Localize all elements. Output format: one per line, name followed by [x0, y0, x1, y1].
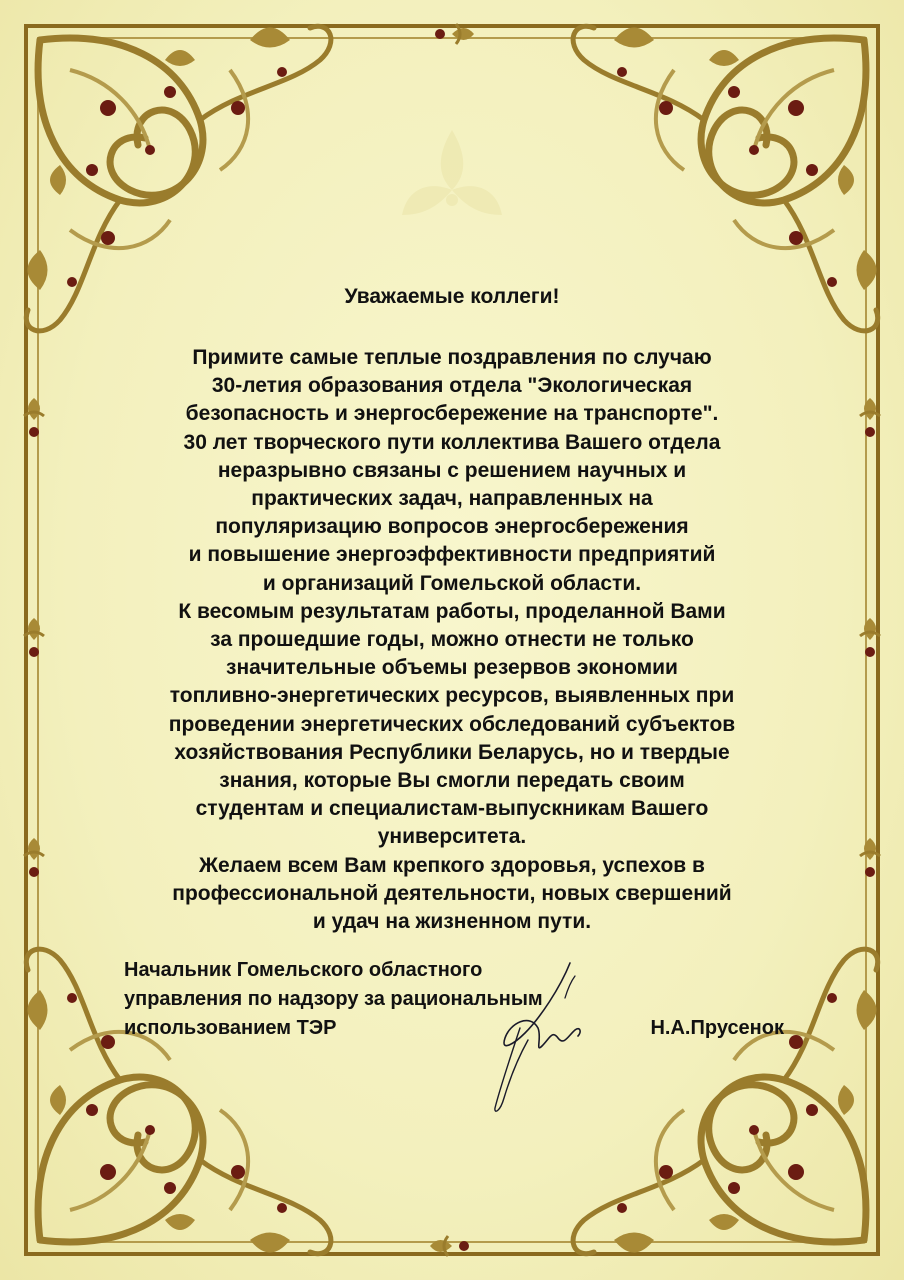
- signature-block: [124, 956, 784, 1043]
- body-line: и организаций Гомельской области.: [262, 571, 642, 595]
- body-line: хозяйствования Республики Беларусь, но и твердые: [174, 740, 730, 764]
- letter-greeting: Уважаемые коллеги!: [344, 285, 560, 308]
- body-line: Желаем всем Вам крепкого здоровья, успехов в: [199, 853, 705, 877]
- body-line: топливно-энергетических ресурсов, выявленных при: [169, 684, 735, 708]
- signer-title-line: Начальник Гомельского областного: [124, 959, 483, 981]
- body-line: значительные объемы резервов экономии: [226, 656, 678, 680]
- letter-body: [100, 344, 804, 936]
- body-line: неразрывно связаны с решением научных и: [217, 458, 687, 482]
- handwritten-signature: [480, 958, 590, 1118]
- signer-title-line: управления по надзору за рациональным: [124, 988, 543, 1010]
- body-line: 30 лет творческого пути коллектива Вашего отдела: [183, 430, 721, 454]
- signer-name: Н.А.Прусенок: [650, 1017, 784, 1039]
- body-line: 30-летия образования отдела "Экологическая: [211, 374, 693, 398]
- body-line: К весомым результатам работы, проделанной Вами: [178, 599, 726, 623]
- signer-title-line: использованием ТЭР: [124, 1017, 337, 1039]
- body-line: и удач на жизненном пути.: [312, 910, 592, 934]
- body-line: профессиональной деятельности, новых свершений: [172, 881, 732, 905]
- body-line: университета.: [377, 825, 527, 849]
- body-line: знания, которые Вы смогли передать своим: [219, 769, 685, 793]
- body-line: практических задач, направленных на: [251, 487, 653, 511]
- body-line: студентам и специалистам-выпускникам Вашего: [195, 797, 709, 821]
- body-line: Примите самые теплые поздравления по случаю: [192, 346, 712, 369]
- body-line: популяризацию вопросов энергосбережения: [215, 515, 689, 539]
- body-line: за прошедшие годы, можно отнести не только: [210, 628, 694, 652]
- body-line: и повышение энергоэффективности предприятий: [188, 543, 716, 567]
- watermark-ornament: [392, 120, 512, 240]
- letter: [100, 284, 804, 936]
- body-line: проведении энергетических обследований субъектов: [168, 712, 736, 736]
- body-line: безопасность и энергосбережение на транспорте".: [185, 402, 719, 426]
